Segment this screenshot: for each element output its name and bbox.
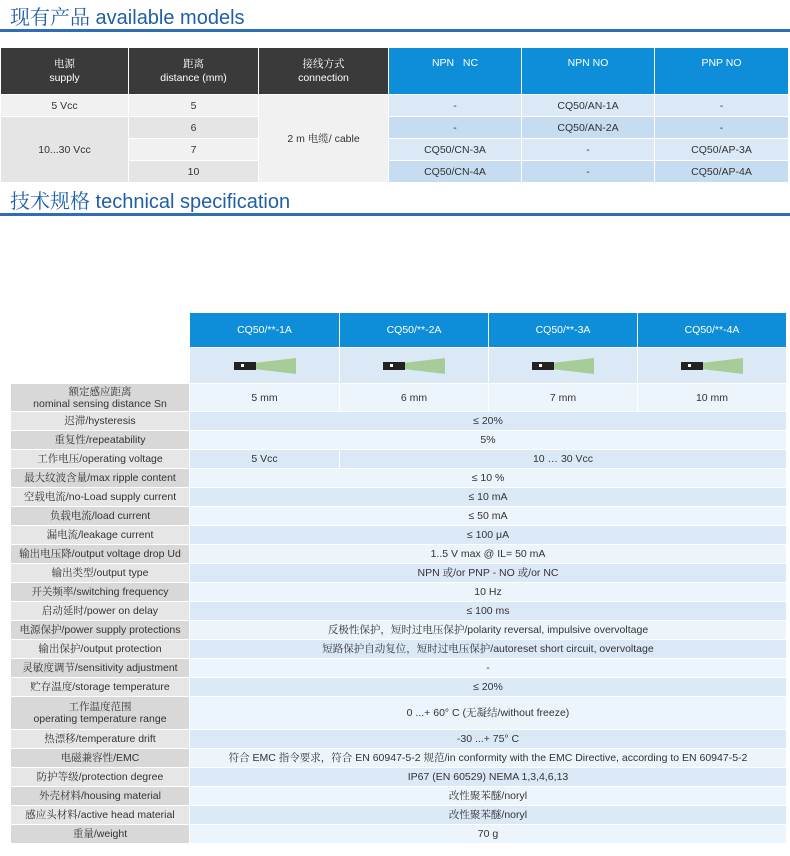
model-header-4a: CQ50/**-4A — [638, 313, 787, 348]
spec-value: 反极性保护，短时过电压保护/polarity reversal, impulsive overvoltage — [190, 621, 787, 640]
header-pnp-no: PNP NO — [655, 48, 789, 95]
distance-cell: 5 — [129, 95, 259, 117]
sensor-image-cell — [190, 348, 340, 384]
sensing-value: 10 mm — [638, 384, 787, 412]
model-header-3a: CQ50/**-3A — [489, 313, 638, 348]
spec-value: 70 g — [190, 825, 787, 844]
spec-label: 灵敏度调节/sensitivity adjustment — [11, 659, 190, 678]
spec-label: 贮存温度/storage temperature — [11, 678, 190, 697]
spec-label-sensing-distance — [11, 384, 190, 412]
sensor-image — [232, 357, 298, 375]
spec-row — [11, 412, 787, 431]
spec-label: 重量/weight — [11, 825, 190, 844]
spec-label: 电源保护/power supply protections — [11, 621, 190, 640]
supply-cell: 5 Vcc — [1, 95, 129, 117]
spec-label: 工作电压/operating voltage — [11, 450, 190, 469]
spec-row — [11, 431, 787, 450]
sensor-image — [530, 357, 596, 375]
header-distance-en: distance (mm) — [160, 72, 227, 84]
spec-row — [11, 787, 787, 806]
spec-row — [11, 768, 787, 787]
spec-row — [11, 825, 787, 844]
spec-label: 外壳材料/housing material — [11, 787, 190, 806]
spec-row — [11, 488, 787, 507]
header-distance-cn: 距离 — [183, 58, 204, 70]
distance-cell: 7 — [129, 139, 259, 161]
header-connection — [259, 48, 389, 95]
spec-label: 漏电流/leakage current — [11, 526, 190, 545]
spec-table — [10, 312, 787, 844]
spec-header-blank — [11, 313, 190, 348]
spec-row — [11, 507, 787, 526]
sensing-value: 7 mm — [489, 384, 638, 412]
spec-label: 热漂移/temperature drift — [11, 730, 190, 749]
models-section-title: 现有产品 available models — [10, 7, 245, 29]
sensor-image-cell — [340, 348, 489, 384]
header-supply — [1, 48, 129, 95]
sensing-label-cn: 额定感应距离 — [68, 385, 132, 398]
spec-label: 输出类型/output type — [11, 564, 190, 583]
distance-cell: 10 — [129, 161, 259, 183]
model-header-2a: CQ50/**-2A — [340, 313, 489, 348]
header-npn-no: NPN NO — [522, 48, 655, 95]
spec-value: 符合 EMC 指令要求，符合 EN 60947-5-2 规范/in conformity with the EMC Directive, according to EN 60947-5-2 — [190, 749, 787, 768]
pnp-no-cell: - — [655, 95, 789, 117]
spec-value: 10 Hz — [190, 583, 787, 602]
sensor-image — [679, 357, 745, 375]
spec-value: 0 ...+ 60° C (无凝结/without freeze) — [190, 697, 787, 730]
header-connection-cn: 接线方式 — [302, 58, 345, 70]
table-row — [1, 95, 789, 117]
header-distance — [129, 48, 259, 95]
sensor-image-cell — [638, 348, 787, 384]
spec-row — [11, 749, 787, 768]
npn-nc-cell: - — [389, 95, 522, 117]
spec-label: 启动延时/power on delay — [11, 602, 190, 621]
spec-image-row — [11, 348, 787, 384]
spec-row — [11, 659, 787, 678]
spec-label: 迟滞/hysteresis — [11, 412, 190, 431]
npn-no-cell: CQ50/AN-2A — [522, 117, 655, 139]
spec-value: ≤ 10 % — [190, 469, 787, 488]
models-title-rule — [0, 29, 790, 32]
npn-no-cell: CQ50/AN-1A — [522, 95, 655, 117]
pnp-no-cell: - — [655, 117, 789, 139]
spec-value: 改性聚苯醚/noryl — [190, 806, 787, 825]
spec-row — [11, 697, 787, 730]
model-header-1a: CQ50/**-1A — [190, 313, 340, 348]
spec-row — [11, 583, 787, 602]
table-row — [1, 117, 789, 139]
spec-row — [11, 545, 787, 564]
models-header-row — [1, 48, 789, 95]
spec-value: -30 ...+ 75° C — [190, 730, 787, 749]
header-connection-en: connection — [298, 72, 349, 84]
spec-value-rest: 10 … 30 Vcc — [340, 450, 787, 469]
sensing-label-en: nominal sensing distance Sn — [33, 397, 167, 410]
spec-value-1a: 5 Vcc — [190, 450, 340, 469]
npn-nc-cell: CQ50/CN-3A — [389, 139, 522, 161]
spec-image-blank — [11, 348, 190, 384]
spec-value: 1..5 V max @ IL= 50 mA — [190, 545, 787, 564]
operating-temp-label-en: operating temperature range — [33, 713, 167, 725]
spec-value: ≤ 20% — [190, 412, 787, 431]
spec-label: 负载电流/load current — [11, 507, 190, 526]
spec-row — [11, 450, 787, 469]
spec-label: 输出保护/output protection — [11, 640, 190, 659]
spec-row — [11, 806, 787, 825]
pnp-no-cell: CQ50/AP-4A — [655, 161, 789, 183]
spec-value: 5% — [190, 431, 787, 450]
spec-row — [11, 602, 787, 621]
spec-label: 开关频率/switching frequency — [11, 583, 190, 602]
spec-value: 短路保护自动复位，短时过电压保护/autoreset short circuit, overvoltage — [190, 640, 787, 659]
spec-section-title: 技术规格 technical specification — [10, 191, 291, 213]
spec-row — [11, 621, 787, 640]
sensing-value: 5 mm — [190, 384, 340, 412]
spec-value: IP67 (EN 60529) NEMA 1,3,4,6,13 — [190, 768, 787, 787]
spec-label: 电磁兼容性/EMC — [11, 749, 190, 768]
operating-temp-label-cn: 工作温度范围 — [68, 701, 132, 713]
spec-label: 感应头材料/active head material — [11, 806, 190, 825]
spec-label: 防护等级/protection degree — [11, 768, 190, 787]
spec-rows-group-2 — [11, 730, 787, 844]
supply-cell: 10...30 Vcc — [1, 117, 129, 183]
npn-no-cell: - — [522, 161, 655, 183]
npn-no-cell: - — [522, 139, 655, 161]
spec-value: NPN 或/or PNP - NO 或/or NC — [190, 564, 787, 583]
pnp-no-cell: CQ50/AP-3A — [655, 139, 789, 161]
spec-row — [11, 640, 787, 659]
spec-label: 最大纹波含量/max ripple content — [11, 469, 190, 488]
header-supply-en: supply — [49, 72, 80, 84]
npn-nc-cell: - — [389, 117, 522, 139]
spec-label-operating-temp — [11, 697, 190, 730]
spec-label: 空载电流/no-Load supply current — [11, 488, 190, 507]
header-supply-cn: 电源 — [54, 58, 75, 70]
spec-title-rule — [0, 213, 790, 216]
spec-value: ≤ 50 mA — [190, 507, 787, 526]
spec-value: ≤ 100 ms — [190, 602, 787, 621]
spec-row — [11, 678, 787, 697]
sensor-image — [381, 357, 447, 375]
spec-value: 改性聚苯醚/noryl — [190, 787, 787, 806]
spec-value: ≤ 100 μA — [190, 526, 787, 545]
spec-rows-group-1 — [11, 469, 787, 697]
connection-cell: 2 m 电缆/ cable — [259, 95, 389, 183]
spec-row — [11, 564, 787, 583]
spec-value: - — [190, 659, 787, 678]
spec-value: ≤ 20% — [190, 678, 787, 697]
spec-label: 重复性/repeatability — [11, 431, 190, 450]
spec-row — [11, 526, 787, 545]
sensing-value: 6 mm — [340, 384, 489, 412]
spec-value: ≤ 10 mA — [190, 488, 787, 507]
npn-nc-cell: CQ50/CN-4A — [389, 161, 522, 183]
sensor-image-cell — [489, 348, 638, 384]
distance-cell: 6 — [129, 117, 259, 139]
header-npn-nc: NPN NC — [389, 48, 522, 95]
spec-model-header-row — [11, 313, 787, 348]
spec-row — [11, 730, 787, 749]
spec-label: 输出电压降/output voltage drop Ud — [11, 545, 190, 564]
spec-row — [11, 469, 787, 488]
models-table — [0, 47, 789, 183]
spec-row — [11, 384, 787, 412]
